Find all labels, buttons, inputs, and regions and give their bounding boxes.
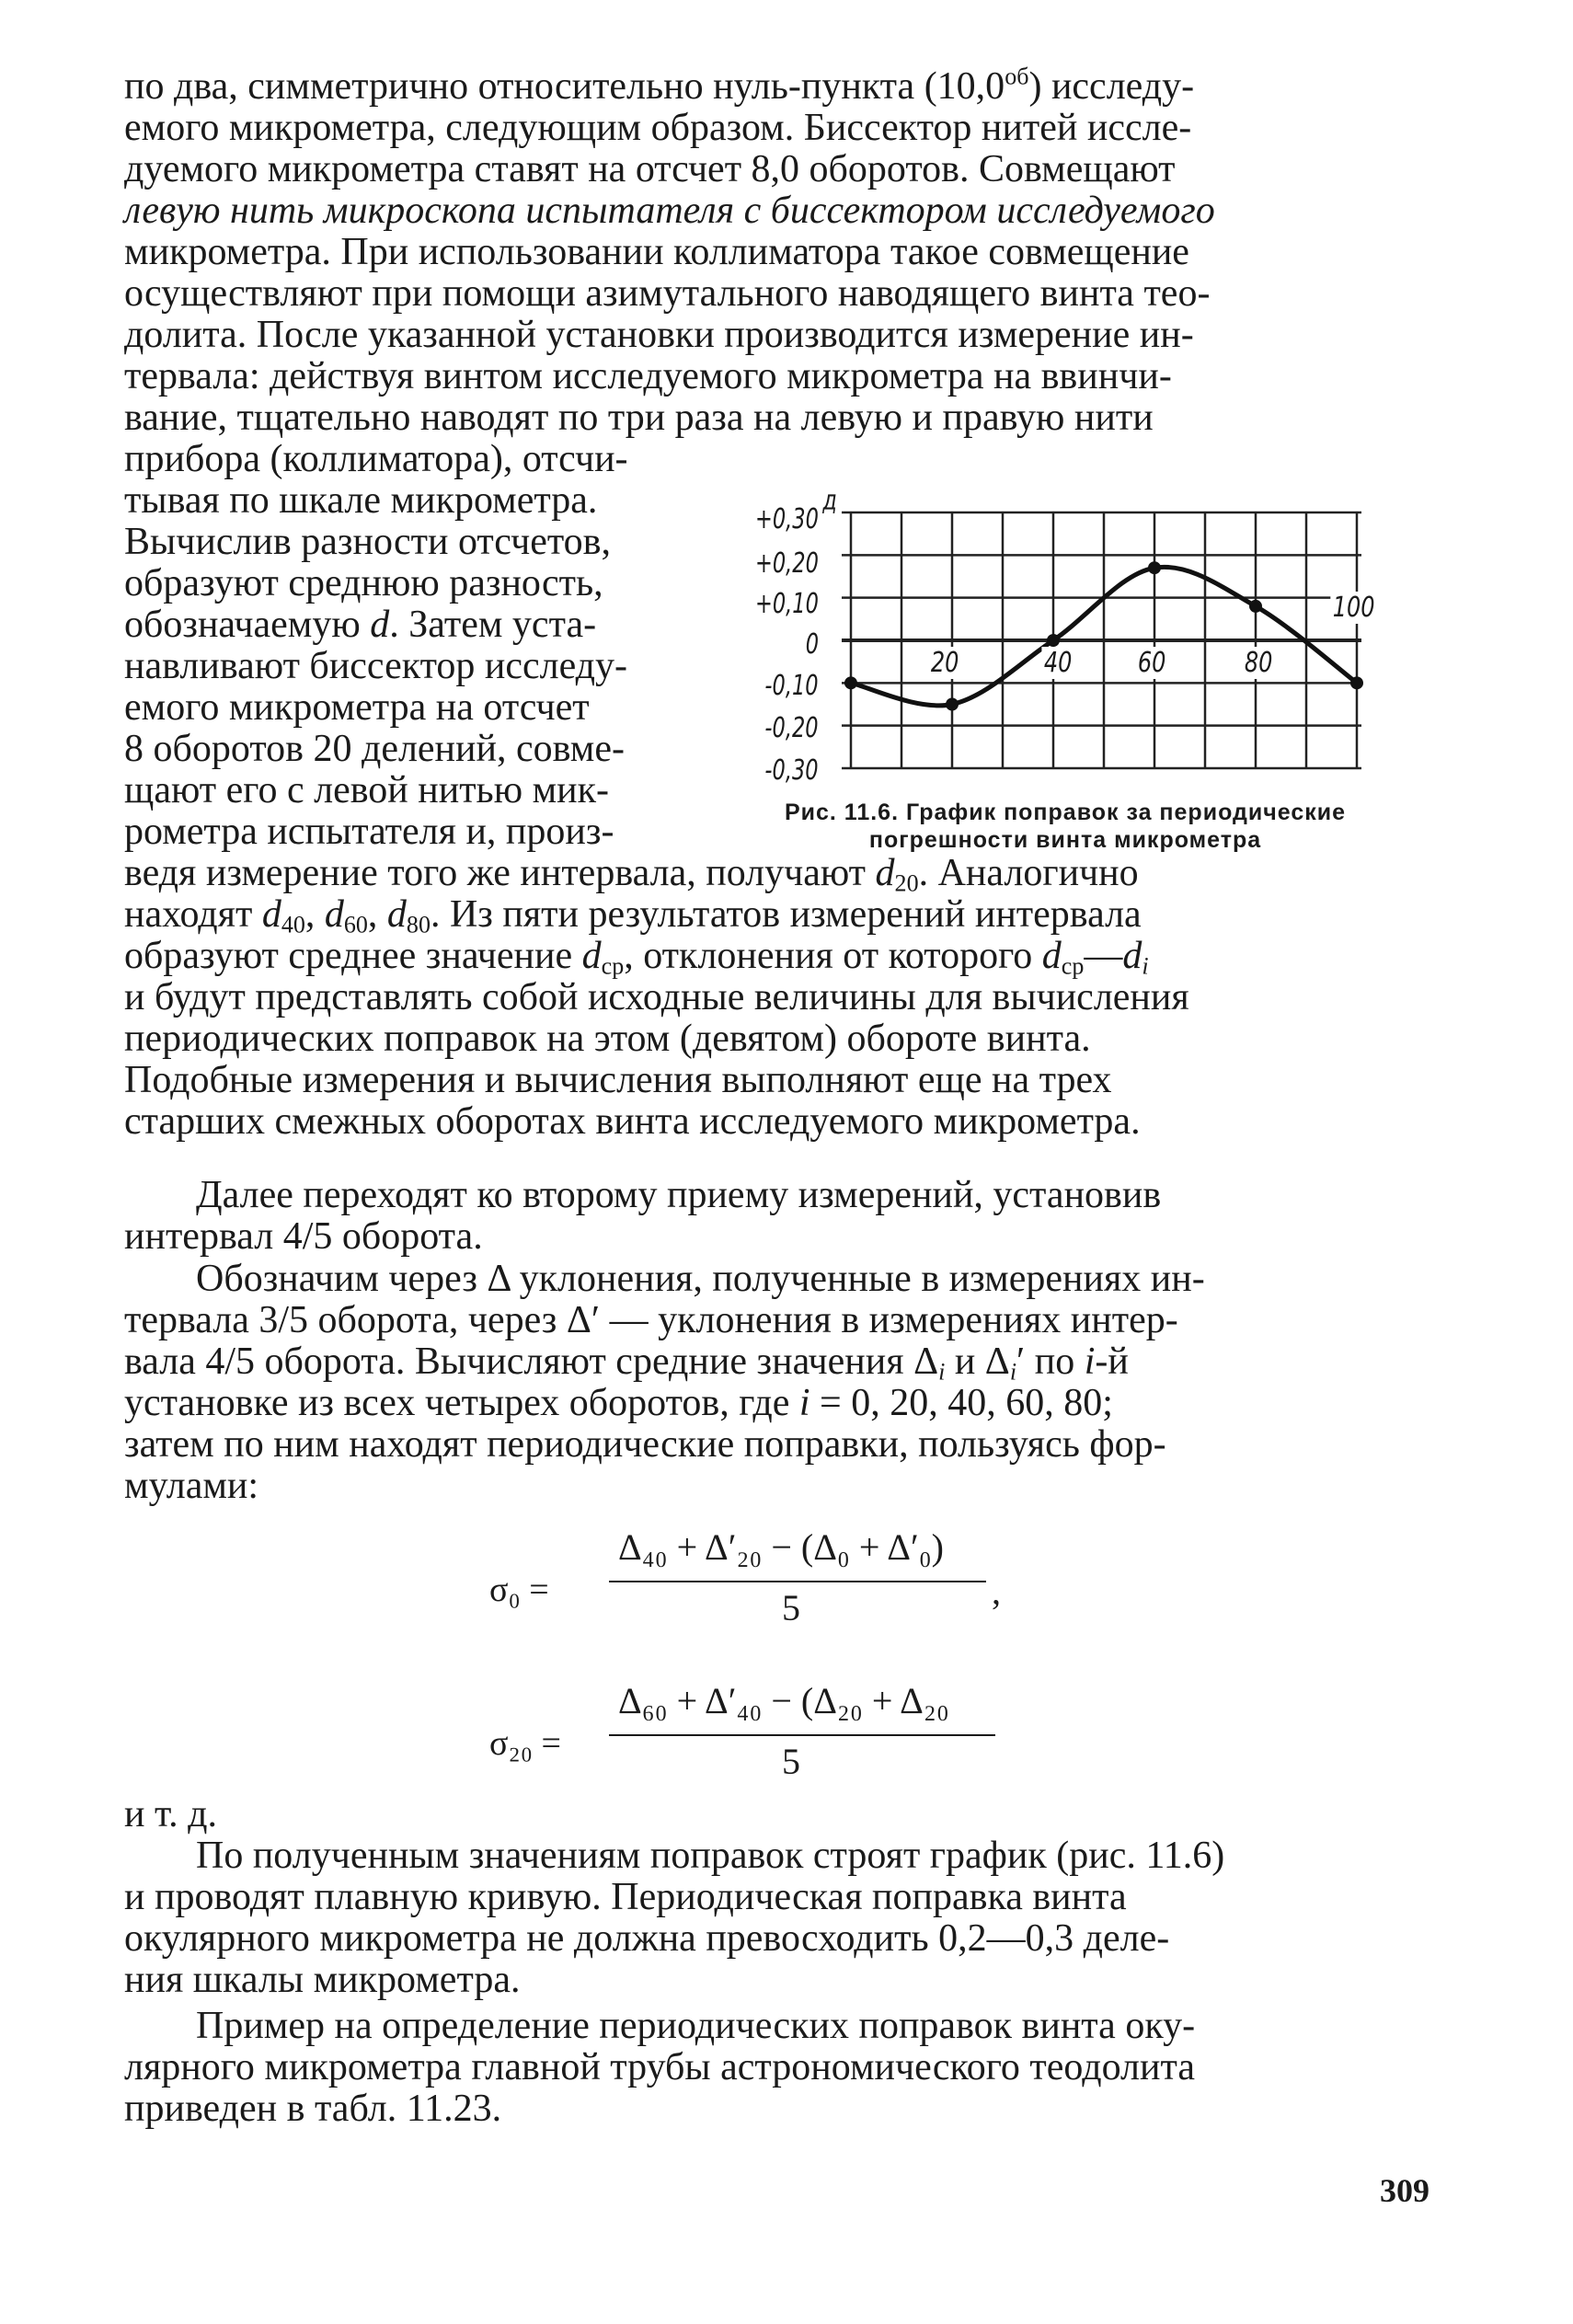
paragraph-5 — [124, 2006, 1449, 2130]
text-line: по два, симметрично относительно нуль-пункта $(10,0^{об})$ исследу- — [124, 63, 1195, 108]
y-tick-label: -0,10 — [764, 670, 819, 702]
caption-text: График поправок за периодические погрешности винта микрометра — [868, 800, 1347, 853]
text-line: рометра испытателя и, произ- — [124, 811, 614, 853]
text-line: прибора (коллиматора), отсчи- — [124, 438, 628, 480]
text-line: Обозначим через Δ уклонения, полученные в измерениях ин- — [196, 1258, 1205, 1300]
text-line: Далее переходят ко второму приему измерений, установив — [196, 1174, 1162, 1216]
text-line: находят $d_{40}$, $d_{60}$, $d_{80}$. Из пяти результатов измерений интервала — [124, 893, 1142, 938]
text-line: емого микрометра, следующим образом. Биссектор нитей иссле- — [124, 107, 1192, 149]
text-line: тывая по шкале микрометра. — [124, 479, 598, 522]
fraction-bar — [609, 1581, 986, 1582]
formula-numerator: Δ₄₀ + Δ′₂₀ − (Δ₀ + Δ′₀) — [618, 1526, 944, 1568]
text-line: тервала: действуя винтом исследуемого микрометра на ввинчи- — [124, 355, 1172, 397]
text-line: 8 оборотов 20 делений, совме- — [124, 728, 625, 770]
x-tick-label: 100 — [1330, 592, 1377, 624]
page-number: 309 — [1380, 2172, 1429, 2209]
text-line: Вычислив разности отсчетов, — [124, 521, 611, 563]
y-tick-label: +0,20 — [755, 547, 819, 580]
y-unit-label: д — [822, 485, 837, 517]
text-line: и проводят плавную кривую. Периодическая поправка винта — [124, 1876, 1127, 1918]
text-line: образуют среднее значение $d_{ср}$, отклонения от которого $d_{ср}—d_i$ — [124, 935, 1149, 980]
paragraph-3 — [124, 1259, 1449, 1507]
text-line: микрометра. При использовании коллиматора такое совмещение — [124, 231, 1189, 273]
data-point — [946, 698, 959, 711]
x-tick-label: 60 — [1135, 647, 1167, 679]
data-point — [1350, 676, 1363, 689]
text-line: тервала 3/5 оборота, через Δ′ — уклонения в измерениях интер- — [124, 1299, 1178, 1341]
y-tick-label: -0,30 — [764, 754, 819, 787]
formula-lhs: σ₂₀ = — [489, 1724, 561, 1763]
text-line: По полученным значениям поправок строят график (рис. 11.6) — [196, 1835, 1225, 1877]
formula-denominator: 5 — [782, 1741, 800, 1782]
etc-text: и т. д. — [124, 1793, 218, 1835]
fraction-bar — [609, 1734, 995, 1736]
text-line: приведен в табл. 11.23. — [124, 2088, 502, 2130]
x-tick-label: 40 — [1041, 647, 1074, 679]
text-line: осуществляют при помощи азимутального наводящего винта тео- — [124, 272, 1211, 315]
paragraph-4 — [124, 1835, 1449, 2001]
text-line: ведя измерение того же интервала, получают $d_{20}$. Аналогично — [124, 852, 1139, 897]
text-line: старших смежных оборотах винта исследуемого микрометра. — [124, 1100, 1141, 1143]
text-line: установке из всех четырех оборотов, где i = 0, 20, 40, 60, 80; — [124, 1382, 1113, 1424]
y-tick-label: +0,10 — [755, 588, 819, 620]
text-line: и будут представлять собой исходные величины для вычисления — [124, 976, 1189, 1018]
data-point — [1249, 600, 1262, 613]
text-line: емого микрометра на отсчет — [124, 686, 590, 729]
data-point — [844, 676, 857, 689]
text-line: лярного микрометра главной трубы астрономического теодолита — [124, 2046, 1195, 2088]
formula-denominator: 5 — [782, 1587, 800, 1628]
paragraph-1-top — [124, 63, 1449, 439]
y-tick-label: -0,20 — [764, 712, 819, 744]
text-line: Подобные измерения и вычисления выполняют еще на трех — [124, 1059, 1112, 1101]
formula-sigma-0 — [0, 1525, 1573, 1636]
text-line: вала 4/5 оборота. Вычисляют средние значения $\Delta_i$ и $\Delta_i'$ по i-й — [124, 1340, 1129, 1386]
formula-numerator: Δ₆₀ + Δ′₄₀ − (Δ₂₀ + Δ₂₀ — [618, 1680, 949, 1721]
text-line: дуемого микрометра ставят на отсчет 8,0 оборотов. Совмещают — [124, 148, 1176, 190]
text-line: обозначаемую d. Затем уста- — [124, 604, 597, 646]
figure-caption — [771, 799, 1360, 854]
text-line: затем по ним находят периодические поправки, пользуясь фор- — [124, 1423, 1166, 1466]
paragraph-2 — [124, 1175, 1449, 1258]
text-line: ния шкалы микрометра. — [124, 1959, 521, 2001]
y-tick-label: +0,30 — [755, 503, 819, 535]
y-tick-label: 0 — [805, 628, 819, 661]
data-point — [1148, 561, 1161, 574]
text-line: периодических поправок на этом (девятом) обороте винта. — [124, 1018, 1091, 1060]
caption-lead: Рис. 11.6. — [784, 800, 900, 825]
text-line: долита. После указанной установки производится измерение ин- — [124, 314, 1194, 356]
paragraph-1-wrap — [124, 439, 722, 853]
text-line: Пример на определение периодических поправок винта оку- — [196, 2005, 1196, 2047]
formula-tail: , — [992, 1570, 1001, 1612]
text-line: навливают биссектор исследу- — [124, 645, 628, 687]
data-point — [1047, 634, 1060, 647]
text-line: мулами: — [124, 1465, 259, 1507]
text-line: вание, тщательно наводят по три раза на левую и правую нити — [124, 397, 1154, 439]
text-line: щают его с левой нитью мик- — [124, 769, 610, 811]
text-line: окулярного микрометра не должна превосходить 0,2—0,3 деле- — [124, 1917, 1170, 1960]
text-line: интервал 4/5 оборота. — [124, 1215, 483, 1258]
text-line: образуют среднюю разность, — [124, 562, 603, 604]
x-tick-label: 80 — [1242, 647, 1274, 679]
formula-sigma-20 — [0, 1679, 1573, 1789]
formula-lhs: σ₀ = — [489, 1570, 549, 1609]
paragraph-1-tail — [124, 853, 1449, 1143]
text-line: левую нить микроскопа испытателя с биссектором исследуемого — [124, 190, 1215, 232]
x-tick-label: 20 — [928, 647, 960, 679]
